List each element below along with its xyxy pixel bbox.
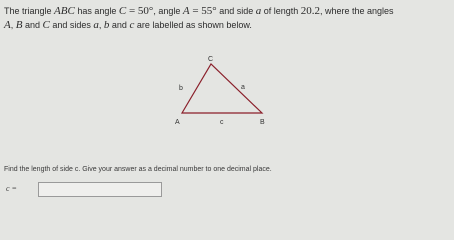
- text: and: [109, 20, 130, 30]
- side-c-label: c: [220, 119, 224, 126]
- math-a: a: [93, 19, 99, 31]
- text: ,: [98, 20, 104, 30]
- text: are labelled as shown below.: [134, 20, 252, 30]
- answer-input[interactable]: [38, 182, 162, 197]
- math-length-value: 20.2: [300, 5, 320, 17]
- math-angle-c: C: [118, 5, 127, 17]
- math-angle-a: A: [182, 5, 190, 17]
- math-c: c: [129, 19, 135, 31]
- text: and side: [216, 6, 256, 16]
- side-a-label: a: [241, 84, 245, 91]
- side-b-label: b: [179, 85, 183, 92]
- question-text: Find the length of side c. Give your answer as a decimal number to one decimal place.: [4, 166, 272, 173]
- text: and sides: [49, 20, 94, 30]
- vertex-c-label: C: [208, 56, 214, 63]
- text: has angle: [74, 6, 119, 16]
- math-A: A: [4, 19, 11, 31]
- triangle-shape: [182, 64, 262, 113]
- vertex-a-label: A: [175, 119, 180, 126]
- text: , where the angles: [320, 6, 394, 16]
- math-abc: ABC: [54, 5, 75, 17]
- math-B: B: [15, 19, 23, 31]
- text: , angle: [153, 6, 183, 16]
- text: of length: [261, 6, 301, 16]
- text: The triangle: [4, 6, 55, 16]
- answer-label: c =: [6, 184, 17, 193]
- vertex-b-label: B: [260, 119, 265, 126]
- math-side-a: a: [255, 5, 262, 17]
- math-angle-c-value: = 50°: [126, 5, 154, 17]
- text: ,: [10, 20, 16, 30]
- math-b: b: [103, 19, 110, 31]
- math-C: C: [42, 19, 50, 31]
- text: and: [22, 20, 43, 30]
- math-angle-a-value: = 55°: [189, 5, 217, 17]
